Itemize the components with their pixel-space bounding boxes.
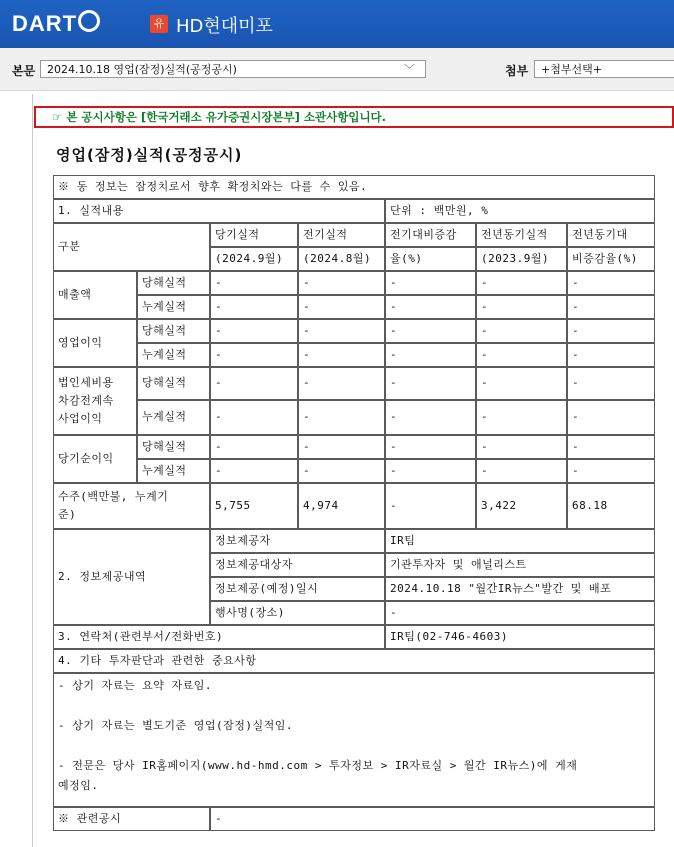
metric-name: 영업이익 bbox=[53, 319, 137, 367]
metric-value: - bbox=[385, 271, 476, 295]
page-title: 영업(잠정)실적(공정공시) bbox=[56, 146, 243, 164]
metric-subtype: 당해실적 bbox=[137, 319, 210, 343]
provider-label: 정보제공자 bbox=[210, 529, 385, 553]
metric-subtype: 누계실적 bbox=[137, 343, 210, 367]
section-1-label: 1. 실적내용 bbox=[53, 199, 385, 223]
metric-value: - bbox=[567, 367, 655, 400]
metric-value: - bbox=[210, 400, 298, 435]
company-name: HD현대미포 bbox=[176, 16, 273, 37]
metric-value: - bbox=[298, 367, 385, 400]
metric-value: - bbox=[298, 400, 385, 435]
metric-value: - bbox=[476, 400, 567, 435]
header-qoq-2: 율(%) bbox=[385, 247, 476, 271]
metric-value: - bbox=[385, 319, 476, 343]
event-value: - bbox=[385, 601, 655, 625]
metric-value: - bbox=[385, 367, 476, 400]
dart-logo[interactable]: DART bbox=[12, 10, 100, 37]
metric-value: - bbox=[298, 435, 385, 459]
header-yoy-rate-2: 비증감율(%) bbox=[567, 247, 655, 271]
metric-value: - bbox=[567, 400, 655, 435]
target-value: 기관투자자 및 애널리스트 bbox=[385, 553, 655, 577]
date-value: 2024.10.18 "월간IR뉴스"발간 및 배포 bbox=[385, 577, 655, 601]
body-select-value: 2024.10.18 영업(잠정)실적(공정공시) bbox=[47, 63, 237, 76]
event-label: 행사명(장소) bbox=[210, 601, 385, 625]
metric-value: - bbox=[385, 343, 476, 367]
market-badge-icon: 유 bbox=[150, 15, 168, 33]
metric-value: - bbox=[210, 271, 298, 295]
metric-value: - bbox=[298, 319, 385, 343]
metric-subtype: 당해실적 bbox=[137, 271, 210, 295]
metric-value: - bbox=[210, 459, 298, 483]
header-yoy-rate-1: 전년동기대 bbox=[567, 223, 655, 247]
order-label: 수주(백만불, 누계기 준) bbox=[53, 483, 210, 529]
header-yoy: 전년동기실적 bbox=[476, 223, 567, 247]
metric-value: - bbox=[210, 319, 298, 343]
provider-value: IR팀 bbox=[385, 529, 655, 553]
metric-name: 법인세비용 차감전계속 사업이익 bbox=[53, 367, 137, 435]
metric-value: - bbox=[298, 459, 385, 483]
logo-circle-icon bbox=[78, 10, 100, 32]
metric-value: - bbox=[210, 435, 298, 459]
header-previous-period: (2024.8월) bbox=[298, 247, 385, 271]
metric-value: - bbox=[567, 295, 655, 319]
dart-header bbox=[0, 0, 674, 48]
metric-value: - bbox=[476, 343, 567, 367]
section-3-label: 3. 연락처(관련부서/전화번호) bbox=[53, 625, 385, 649]
section-2-label: 2. 정보제공내역 bbox=[53, 529, 210, 625]
doc-toolbar bbox=[0, 48, 674, 91]
contact-value: IR팀(02-746-4603) bbox=[385, 625, 655, 649]
metric-value: - bbox=[210, 295, 298, 319]
metric-name: 매출액 bbox=[53, 271, 137, 319]
attach-label: 첨부 bbox=[505, 64, 529, 78]
metric-value: - bbox=[567, 319, 655, 343]
metric-value: - bbox=[567, 459, 655, 483]
metric-subtype: 당해실적 bbox=[137, 367, 210, 400]
metric-value: - bbox=[210, 343, 298, 367]
metric-value: - bbox=[476, 367, 567, 400]
metric-value: - bbox=[476, 459, 567, 483]
metric-subtype: 당해실적 bbox=[137, 435, 210, 459]
metric-value: - bbox=[210, 367, 298, 400]
attachment-select[interactable] bbox=[534, 60, 674, 78]
jurisdiction-notice: ☞ 본 공시사항은 [한국거래소 유가증권시장본부] 소관사항입니다. bbox=[34, 106, 674, 128]
metric-value: - bbox=[567, 435, 655, 459]
section-4-label: 4. 기타 투자판단과 관련한 중요사항 bbox=[53, 649, 655, 673]
chevron-down-icon: ﹀ bbox=[404, 63, 415, 76]
attach-select-value: +첨부선택+ bbox=[541, 63, 602, 76]
metric-value: - bbox=[298, 271, 385, 295]
related-label: ※ 관련공시 bbox=[53, 807, 210, 831]
metric-value: - bbox=[476, 435, 567, 459]
metric-value: - bbox=[476, 295, 567, 319]
header-gubun: 구분 bbox=[53, 223, 210, 271]
date-label: 정보제공(예정)일시 bbox=[210, 577, 385, 601]
header-qoq-1: 전기대비증감 bbox=[385, 223, 476, 247]
related-value: - bbox=[210, 807, 655, 831]
metric-value: - bbox=[476, 271, 567, 295]
metric-name: 당기순이익 bbox=[53, 435, 137, 483]
order-qoq: - bbox=[385, 483, 476, 529]
metric-value: - bbox=[385, 295, 476, 319]
body-document-select[interactable] bbox=[40, 60, 426, 78]
table-note: ※ 동 정보는 잠정치로서 향후 확정치와는 다를 수 있음. bbox=[53, 175, 655, 199]
unit-label: 단위 : 백만원, % bbox=[385, 199, 655, 223]
other-matters-text: - 상기 자료는 요약 자료임. - 상기 자료는 별도기준 영업(잠정)실적임. - 전문은 당사 IR홈페이지(www.hd-hmd.com > 투자정보 > IR자료실 > 월간 IR뉴스)에 게재 예정임. bbox=[53, 673, 655, 807]
metric-value: - bbox=[385, 435, 476, 459]
body-label: 본문 bbox=[12, 64, 36, 78]
order-current: 5,755 bbox=[210, 483, 298, 529]
header-current-period: (2024.9월) bbox=[210, 247, 298, 271]
metric-value: - bbox=[298, 295, 385, 319]
header-previous: 전기실적 bbox=[298, 223, 385, 247]
target-label: 정보제공대상자 bbox=[210, 553, 385, 577]
metric-value: - bbox=[567, 271, 655, 295]
order-yoy: 3,422 bbox=[476, 483, 567, 529]
order-yoy-rate: 68.18 bbox=[567, 483, 655, 529]
metric-subtype: 누계실적 bbox=[137, 295, 210, 319]
metric-value: - bbox=[476, 319, 567, 343]
metric-value: - bbox=[567, 343, 655, 367]
order-previous: 4,974 bbox=[298, 483, 385, 529]
header-yoy-period: (2023.9월) bbox=[476, 247, 567, 271]
metric-value: - bbox=[385, 459, 476, 483]
metric-value: - bbox=[298, 343, 385, 367]
metric-value: - bbox=[385, 400, 476, 435]
header-current: 당기실적 bbox=[210, 223, 298, 247]
metric-subtype: 누계실적 bbox=[137, 400, 210, 435]
metric-subtype: 누계실적 bbox=[137, 459, 210, 483]
